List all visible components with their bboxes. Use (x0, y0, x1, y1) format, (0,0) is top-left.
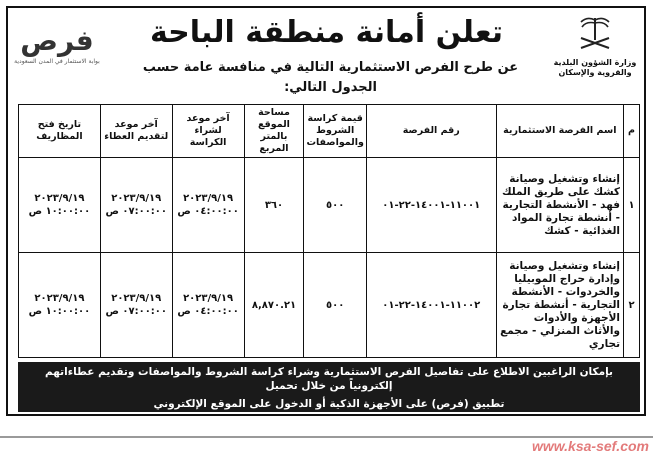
row-area: ٨,٨٧٠.٢١ (244, 253, 304, 358)
open-date: ٢٠٢٣/٩/١٩ (34, 193, 85, 204)
submit-time: ٠٧:٠٠:٠٠ ص (105, 206, 168, 217)
site-watermark: www.ksa-sef.com (532, 438, 649, 454)
header-submit-deadline: آخر موعد لتقديم العطاء (100, 105, 172, 158)
footer-line-2-text: تطبيق (فرص) على الأجهزة الذكية أو الدخول على الموقع الإلكتروني (153, 398, 505, 410)
row-name: إنشاء وتشغيل وصيانة وإدارة حراج الموبيليا والخردوات - الأنشطة التجارية - أنشطة تجارة الأجهزة والأدوات والأثاث المنزلي - مجمع تجاري (496, 253, 623, 358)
header-area: مساحة الموقع بالمتر المربع (244, 105, 304, 158)
header-no: م (624, 105, 640, 158)
announcement-subtitle: عن طرح الفرص الاستثمارية التالية في منافسة عامة حسب الجدول التالي: (142, 60, 519, 95)
table-row (19, 253, 640, 358)
furas-tagline: بوابة الاستثمار في المدن السعودية (14, 58, 100, 65)
buy-date: ٢٠٢٣/٩/١٩ (183, 293, 234, 304)
row-price: ٥٠٠ (304, 158, 366, 253)
table-header-row (19, 105, 640, 158)
row-submit-deadline (100, 253, 172, 358)
buy-date: ٢٠٢٣/٩/١٩ (183, 193, 234, 204)
palm-swords-emblem-icon (573, 14, 617, 54)
furas-logo-text: فرص (20, 24, 94, 57)
row-number: ١١٠٠٢-١٤٠٠١-٢٢-٠١ (366, 253, 496, 358)
row-buy-deadline (172, 158, 244, 253)
open-time: ١٠:٠٠:٠٠ ص (28, 306, 91, 317)
header-buy-deadline: آخر موعد لشراء الكراسة (172, 105, 244, 158)
open-time: ١٠:٠٠:٠٠ ص (28, 206, 91, 217)
open-date: ٢٠٢٣/٩/١٩ (34, 293, 85, 304)
ministry-name: وزارة الشؤون البلدية والقروية والإسكان (553, 58, 637, 77)
row-price: ٥٠٠ (304, 253, 366, 358)
row-opening-date (19, 158, 101, 253)
row-no: ٢ (624, 253, 640, 358)
row-opening-date (19, 253, 101, 358)
opportunities-table (18, 104, 640, 358)
header-opening-date: تاريخ فتح المظاريف (19, 105, 101, 158)
submit-time: ٠٧:٠٠:٠٠ ص (105, 306, 168, 317)
ministry-logo (551, 14, 639, 94)
row-no: ١ (624, 158, 640, 253)
buy-time: ٠٤:٠٠:٠٠ ص (177, 206, 239, 217)
row-buy-deadline (172, 253, 244, 358)
footer-line-1: بإمكان الراغبين الاطلاع على تفاصيل الفرص الاستثمارية وشراء كراسة الشروط والمواصفات وتقديم عطاءاتهم إلكترونياً من خلال تحميل (45, 366, 613, 392)
submit-date: ٢٠٢٣/٩/١٩ (111, 293, 162, 304)
furas-website-link[interactable]: (https://Furas.momra.gov.sa) (183, 415, 475, 436)
header-number: رقم الفرصة (366, 105, 496, 158)
footer-banner (18, 362, 640, 436)
row-name: إنشاء وتشغيل وصيانة كشك على طريق الملك فهد - الأنشطة التجارية - أنشطة تجارة المواد الغذائية - كشك (496, 158, 623, 253)
submit-date: ٢٠٢٣/٩/١٩ (111, 193, 162, 204)
announcement-title: تعلن أمانة منطقة الباحة (149, 15, 504, 50)
table-row (19, 158, 640, 253)
furas-logo (14, 14, 100, 94)
header-name: اسم الفرصة الاستثمارية (496, 105, 623, 158)
footer-line-2 (24, 393, 634, 439)
row-area: ٣٦٠ (244, 158, 304, 253)
row-number: ١١٠٠١-١٤٠٠١-٢٢-٠١ (366, 158, 496, 253)
row-submit-deadline (100, 158, 172, 253)
buy-time: ٠٤:٠٠:٠٠ ص (177, 306, 239, 317)
header-price: قيمة كراسة الشروط والمواصفات (304, 105, 366, 158)
